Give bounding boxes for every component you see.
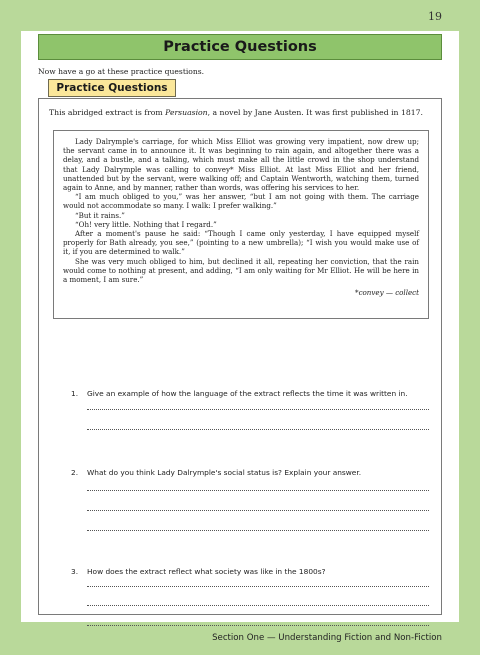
extract-paragraph: “Oh! very little. Nothing that I regard.”	[75, 219, 217, 229]
question-number: 3.	[71, 567, 79, 576]
question-2	[71, 468, 431, 477]
page-number: 19	[428, 10, 442, 23]
page-footer: Section One — Understanding Fiction and Non-Fiction	[212, 633, 442, 643]
extract-paragraph: “But it rains.”	[75, 210, 125, 220]
page-title: Practice Questions	[38, 34, 442, 60]
extract-paragraph: She was very much obliged to him, but declined it all, repeating her conviction, that the rain would come to nothing at present, and adding, “I am only waiting for Mr Elliot. He will be here in a moment, I am sure.”	[63, 256, 419, 285]
source-line	[49, 108, 434, 117]
question-number: 2.	[71, 468, 79, 477]
answer-line[interactable]	[87, 530, 429, 531]
answer-line[interactable]	[87, 510, 429, 511]
answer-line[interactable]	[87, 429, 429, 430]
question-text: Give an example of how the language of the extract reflects the time it was written in.	[87, 389, 408, 398]
source-after: , a novel by Jane Austen. It was first published in 1817.	[207, 108, 423, 117]
extract-gloss: *convey — collect	[355, 288, 419, 298]
question-number: 1.	[71, 389, 79, 398]
intro-text: Now have a go at these practice questions.	[38, 67, 205, 76]
answer-line[interactable]	[87, 409, 429, 410]
answer-line[interactable]	[87, 586, 429, 587]
worksheet	[21, 31, 459, 622]
extract-paragraph: After a moment's pause he said: “Though I came only yesterday, I have equipped myself properly for Bath already, you see,” (pointing to a new umbrella); “I wish you would make use of it, if you are determined to walk.”	[63, 229, 419, 257]
extract-paragraph: Lady Dalrymple's carriage, for which Miss Elliot was growing very impatient, now drew up; the servant came in to announce it. It was beginning to rain again, and altogether there was a delay, and a bustle, and a talking, which must make all the little crowd in the shop understand that Lady Dalrymple was calling to convey* Miss Elliot. At last Miss Elliot and her friend, unattended but by the servant, were walking off; and Captain Wentworth, watching them, turned again to Anne, and by manner, rather than words, was offering his services to her.	[63, 137, 419, 193]
source-before: This abridged extract is from	[49, 108, 166, 117]
question-text: How does the extract reflect what society was like in the 1800s?	[87, 567, 326, 576]
answer-line[interactable]	[87, 490, 429, 491]
extract-paragraph: “I am much obliged to you,” was her answer, “but I am not going with them. The carriage would not accommodate so many. I walk: I prefer walking.”	[63, 192, 419, 211]
question-1	[71, 389, 431, 398]
question-text: What do you think Lady Dalrymple's social status is? Explain your answer.	[87, 468, 362, 477]
questions-frame	[38, 98, 442, 615]
section-label: Practice Questions	[48, 79, 176, 97]
source-book-title: Persuasion	[165, 108, 208, 117]
answer-line[interactable]	[87, 605, 429, 606]
question-3	[71, 567, 431, 576]
answer-line[interactable]	[87, 625, 429, 626]
extract-box	[53, 130, 429, 319]
